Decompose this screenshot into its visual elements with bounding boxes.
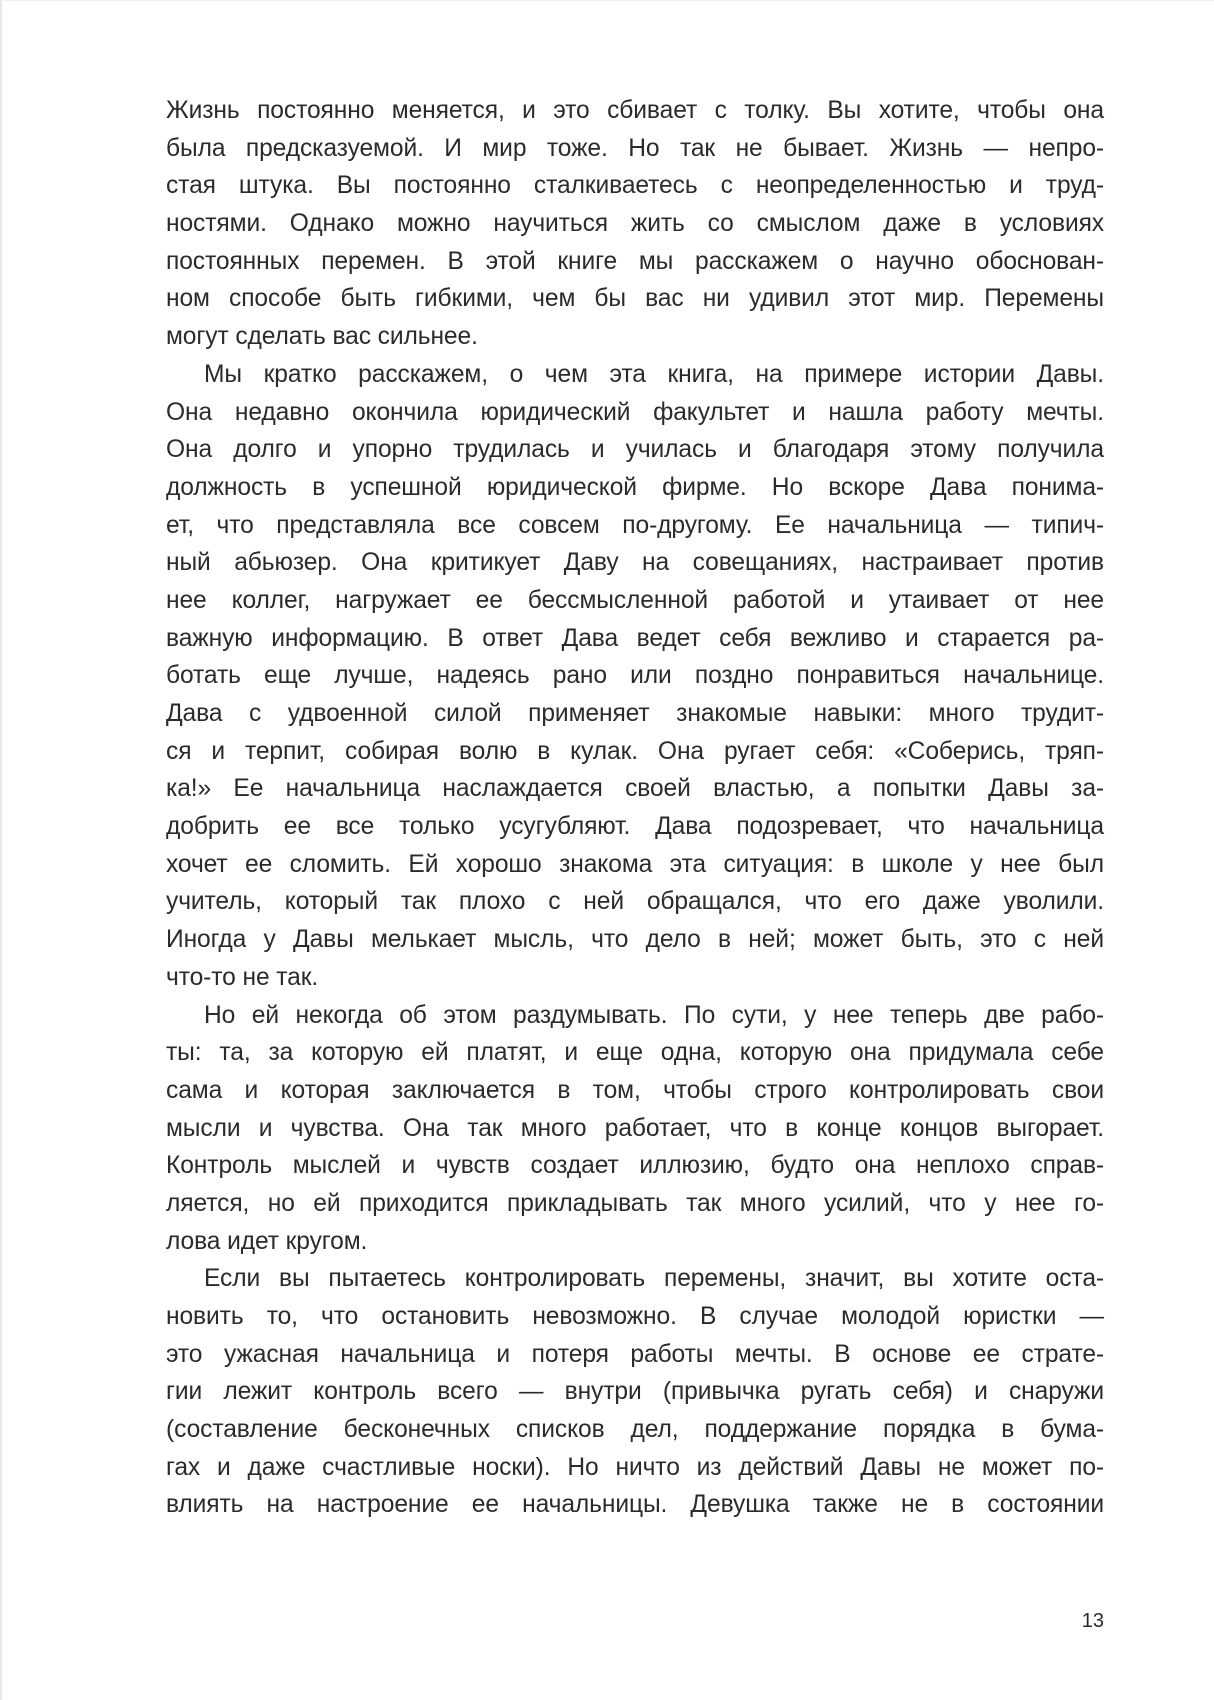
text-line: могут сделать вас сильнее. <box>166 323 478 351</box>
text-line: что-то не так. <box>166 963 319 991</box>
text-line: ботать еще лучше, надеясь рано или поздно понравиться начальнице. <box>166 662 1104 690</box>
text-line: учитель, который так плохо с ней обращался, что его даже уволили. <box>166 888 1104 916</box>
text-line: ном способе быть гибкими, чем бы вас ни удивил этот мир. Перемены <box>166 285 1104 313</box>
text-line: Контроль мыслей и чувств создает иллюзию, будто она неплохо справ- <box>166 1152 1104 1180</box>
text-line: хочет ее сломить. Ей хорошо знакома эта ситуация: в школе у нее был <box>166 850 1104 878</box>
paragraph-first-line: Если вы пытаетесь контролировать перемены, значит, вы хотите оста- <box>204 1265 1104 1293</box>
text-line: Иногда у Давы мелькает мысль, что дело в ней; может быть, это с ней <box>166 926 1104 954</box>
text-line: ностями. Однако можно научиться жить со смыслом даже в условиях <box>166 210 1104 238</box>
paragraph-first-line: Но ей некогда об этом раздумывать. По сути, у нее теперь две рабо- <box>204 1001 1104 1029</box>
text-line: ка!» Ее начальница наслаждается своей властью, а попытки Давы за- <box>166 775 1104 803</box>
text-line: Дава с удвоенной силой применяет знакомые навыки: много трудит- <box>166 700 1104 727</box>
text-line: (составление бесконечных списков дел, поддержание порядка в бума- <box>166 1416 1104 1444</box>
text-line: постоянных перемен. В этой книге мы расскажем о научно обоснован- <box>166 247 1104 275</box>
text-line: нее коллег, нагружает ее бессмысленной работой и утаивает от нее <box>166 586 1104 614</box>
text-line: гии лежит контроль всего — внутри (привычка ругать себя) и снаружи <box>166 1378 1104 1406</box>
text-line: должность в успешной юридической фирме. Но вскоре Дава понима- <box>166 473 1104 501</box>
text-line: ся и терпит, собирая волю в кулак. Она ругает себя: «Соберись, тряп- <box>166 737 1104 765</box>
text-line: добрить ее все только усугубляют. Дава подозревает, что начальница <box>166 813 1104 841</box>
text-line: это ужасная начальница и потеря работы мечты. В основе ее страте- <box>166 1340 1104 1368</box>
text-line: гах и даже счастливые носки). Но ничто из действий Давы не может по- <box>166 1453 1104 1481</box>
text-line: стая штука. Вы постоянно сталкиваетесь с неопределенностью и труд- <box>166 172 1104 200</box>
text-line: новить то, что остановить невозможно. В случае молодой юристки — <box>166 1303 1104 1330</box>
text-line: важную информацию. В ответ Дава ведет себя вежливо и старается ра- <box>166 624 1104 652</box>
text-line: Она долго и упорно трудилась и училась и благодаря этому получила <box>166 436 1104 464</box>
text-line: мысли и чувства. Она так много работает, что в конце концов выгорает. <box>166 1114 1104 1142</box>
text-line: ляется, но ей приходится прикладывать так много усилий, что у нее го- <box>166 1189 1104 1217</box>
text-line: влиять на настроение ее начальницы. Девушка также не в состоянии <box>166 1491 1104 1519</box>
text-line: лова идет кругом. <box>166 1227 368 1255</box>
text-line: Она недавно окончила юридический факультет и нашла работу мечты. <box>166 398 1104 426</box>
text-line: Жизнь постоянно меняется, и это сбивает с толку. Вы хотите, чтобы она <box>166 97 1104 124</box>
paragraph-first-line: Мы кратко расскажем, о чем эта книга, на примере истории Давы. <box>204 360 1104 388</box>
text-line: была предсказуемой. И мир тоже. Но так не бывает. Жизнь — непро- <box>166 134 1104 162</box>
text-line: ный абьюзер. Она критикует Даву на совещаниях, настраивает против <box>166 549 1104 577</box>
page-number: 13 <box>1081 1610 1104 1632</box>
body-text <box>166 92 1104 1524</box>
text-line: ты: та, за которую ей платят, и еще одна, которую она придумала себе <box>166 1039 1104 1067</box>
text-line: ет, что представляла все совсем по-другому. Ее начальница — типич- <box>166 511 1104 539</box>
text-line: сама и которая заключается в том, чтобы строго контролировать свои <box>166 1076 1104 1104</box>
